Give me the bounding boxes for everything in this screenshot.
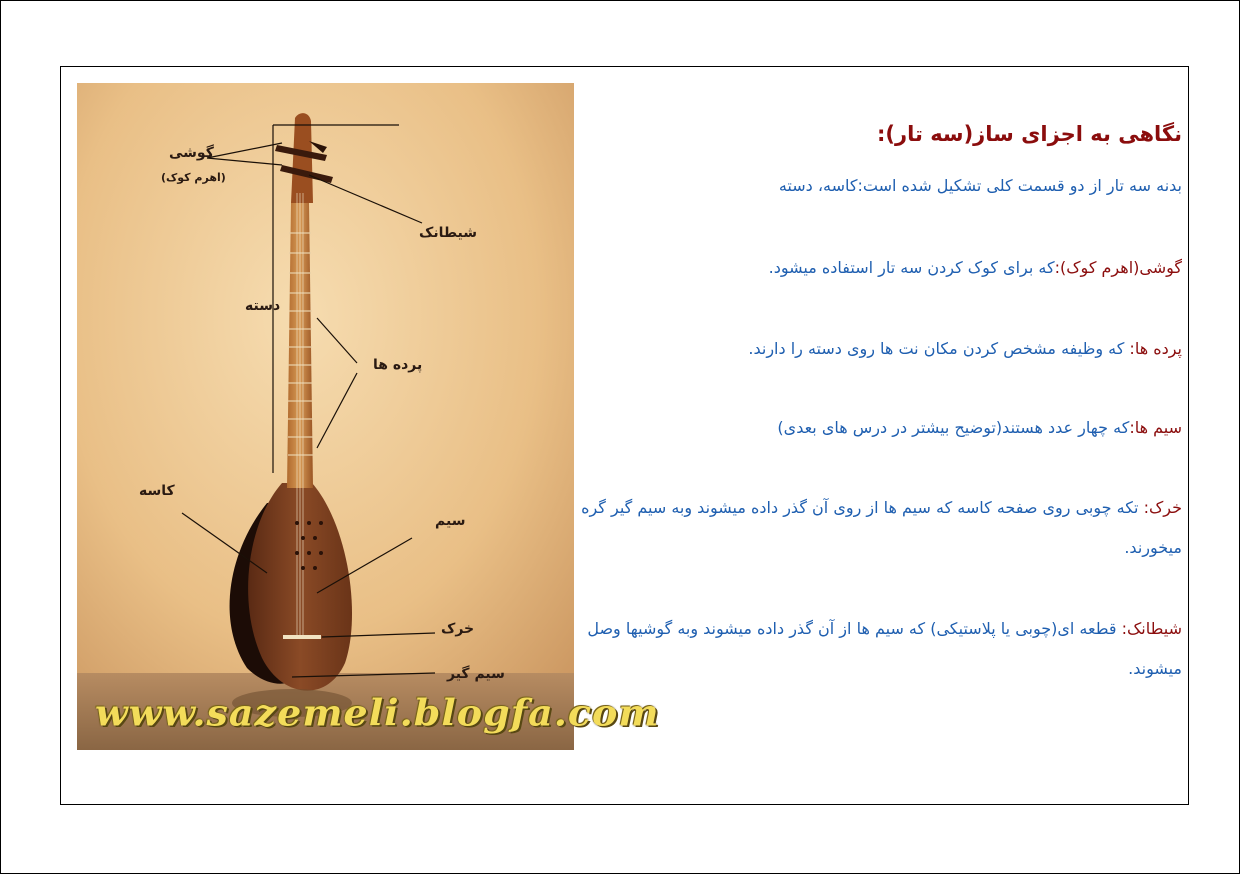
item-term: خرک:: [1143, 498, 1182, 517]
label-kharak: خرک: [441, 621, 475, 637]
item-sheitanak: [578, 609, 1182, 689]
item-term: شیطانک:: [1121, 619, 1182, 638]
label-kase: کاسه: [139, 483, 175, 499]
item-desc: که وظیفه مشخص کردن مکان نت ها روی دسته را دارند.: [748, 339, 1130, 358]
label-daste: دسته: [245, 298, 281, 314]
item-term: سیم ها:: [1129, 418, 1182, 437]
label-gooshi-sub: (اهرم کوک): [161, 171, 226, 184]
item-desc: تکه چوبی روی صفحه کاسه که سیم ها از روی آن گذر داده میشوند وبه سیم گیر گره میخورند.: [581, 498, 1182, 557]
label-parde-ha: پرده ها: [373, 357, 423, 373]
item-parde-ha: [748, 329, 1182, 369]
intro-paragraph: بدنه سه تار از دو قسمت کلی تشکیل شده است:کاسه، دسته: [778, 176, 1182, 195]
item-desc: قطعه ای(چوبی یا پلاستیکی) که سیم ها از آن گذر داده میشوند وبه گوشیها وصل میشوند.: [587, 619, 1182, 678]
item-term: پرده ها:: [1129, 339, 1182, 358]
setar-photo: [77, 83, 660, 750]
label-sheitanak: شیطانک: [419, 225, 477, 241]
item-term: گوشی(اهرم کوک):: [1054, 258, 1182, 277]
item-desc: که برای کوک کردن سه تار استفاده میشود.: [768, 258, 1055, 277]
watermark: www.sazemeli.blogfa.com: [95, 691, 660, 734]
item-kharak: [578, 488, 1182, 568]
item-sim-ha: [777, 408, 1182, 448]
label-sim: سیم: [435, 513, 466, 529]
item-gooshi: [769, 248, 1182, 288]
label-sim-gir: سیم گیر: [447, 666, 505, 682]
item-desc: که چهار عدد هستند(توضیح بیشتر در درس های بعدی): [777, 418, 1130, 437]
label-gooshi: گوشی: [169, 145, 214, 161]
setar-illustration: [77, 83, 574, 750]
page-title: نگاهی به اجزای ساز(سه تار):: [877, 122, 1182, 146]
